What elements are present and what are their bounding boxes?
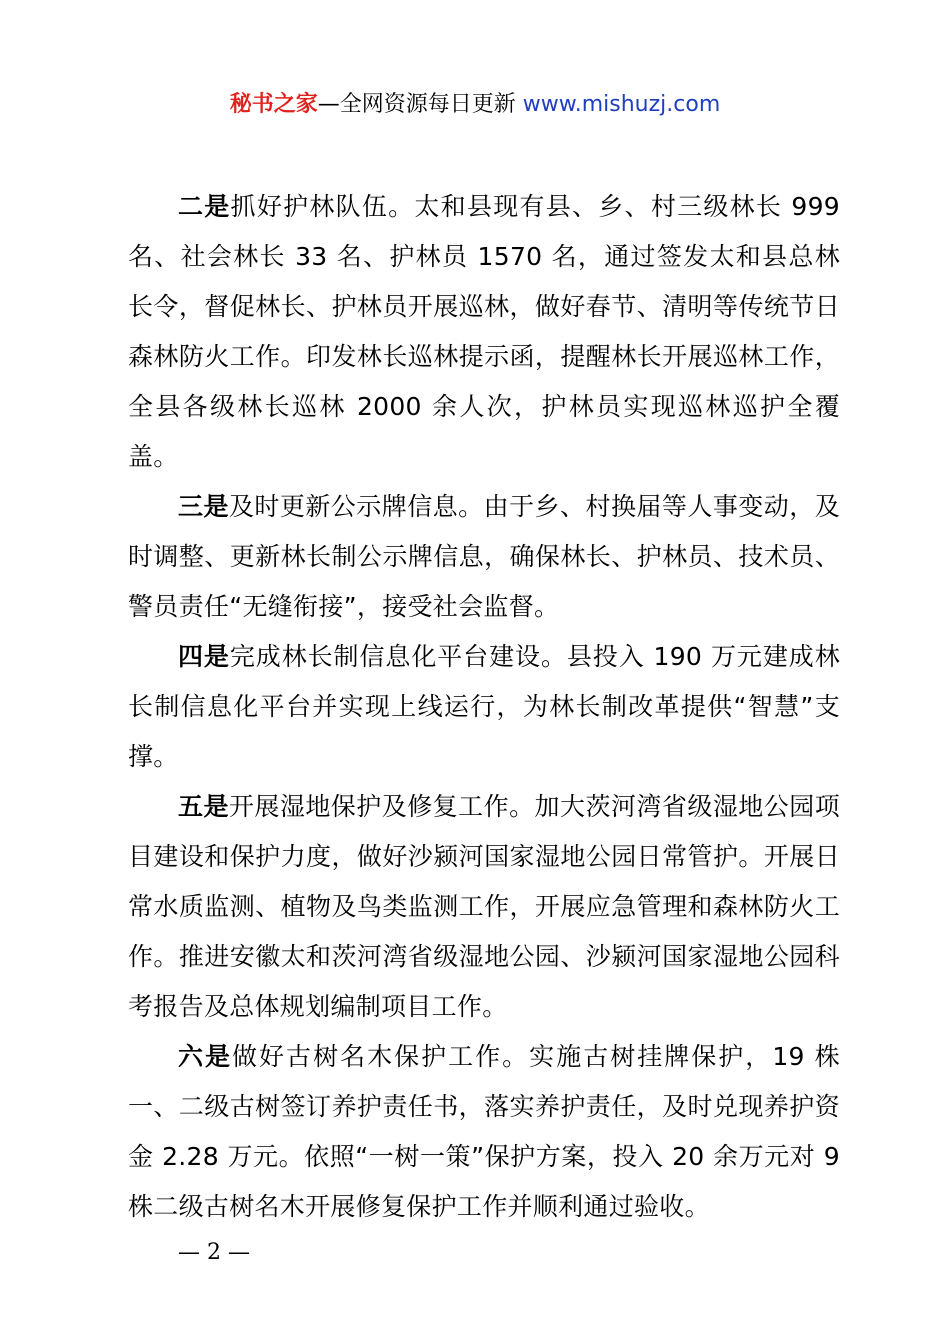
paragraph-6 <box>128 1032 840 1232</box>
paragraph-lead: 二是 <box>178 192 231 221</box>
paragraph-lead: 三是 <box>178 492 229 521</box>
paragraph-lead: 六是 <box>178 1042 233 1071</box>
header-tagline: —全网资源每日更新 <box>317 92 523 117</box>
paragraph-text: 开展湿地保护及修复工作。加大茨河湾省级湿地公园项目建设和保护力度，做好沙颍河国家湿地公园日常管护。开展日常水质监测、植物及鸟类监测工作，开展应急管理和森林防火工作。推进安徽太和茨河湾省级湿地公园、沙颍河国家湿地公园科考报告及总体规划编制项目工作。 <box>128 792 840 1021</box>
paragraph-lead: 四是 <box>178 642 230 671</box>
site-header <box>0 88 950 122</box>
paragraph-lead: 五是 <box>178 792 229 821</box>
paragraph-3 <box>128 482 840 632</box>
paragraph-text: 抓好护林队伍。太和县现有县、乡、村三级林长 999 名、社会林长 33 名、护林员 1570 名，通过签发太和县总林长令，督促林长、护林员开展巡林，做好春节、清明等传统节日森林防火工作。印发林长巡林提示函，提醒林长开展巡林工作，全县各级林长巡林 2000 余人次，护林员实现巡林巡护全覆盖。 <box>128 192 840 471</box>
paragraph-2 <box>128 182 840 482</box>
paragraph-text: 及时更新公示牌信息。由于乡、村换届等人事变动，及时调整、更新林长制公示牌信息，确保林长、护林员、技术员、警员责任“无缝衔接”，接受社会监督。 <box>128 492 840 621</box>
document-body <box>128 182 840 1232</box>
site-url-link[interactable]: www.mishuzj.com <box>522 92 721 117</box>
paragraph-4 <box>128 632 840 782</box>
page-number: — 2 — <box>178 1240 250 1265</box>
paragraph-5 <box>128 782 840 1032</box>
paragraph-text: 完成林长制信息化平台建设。县投入 190 万元建成林长制信息化平台并实现上线运行，为林长制改革提供“智慧”支撑。 <box>128 642 840 771</box>
brand-name: 秘书之家 <box>229 92 318 117</box>
paragraph-text: 做好古树名木保护工作。实施古树挂牌保护，19 株一、二级古树签订养护责任书，落实养护责任，及时兑现养护资金 2.28 万元。依照“一树一策”保护方案，投入 20 余万元对 9 株二级古树名木开展修复保护工作并顺利通过验收。 <box>128 1042 840 1221</box>
